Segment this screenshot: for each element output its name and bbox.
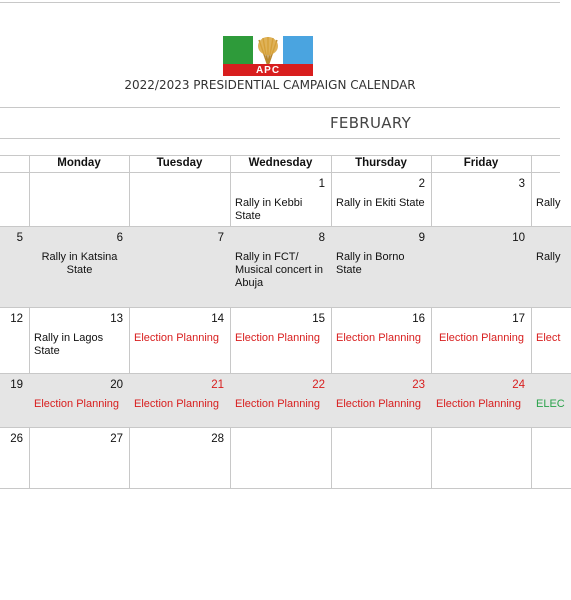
calendar-day-cell[interactable]	[431, 428, 532, 489]
day-number: 28	[211, 433, 224, 445]
calendar-day-cell[interactable]	[29, 227, 130, 308]
calendar-day-cell[interactable]	[331, 428, 432, 489]
calendar-day-cell[interactable]	[230, 308, 332, 374]
calendar-event: ELEC	[536, 398, 565, 410]
day-number: 14	[211, 313, 224, 325]
weekday-header: Friday	[463, 157, 499, 169]
weekday-header: Wednesday	[248, 157, 313, 169]
calendar-day-cell[interactable]	[29, 173, 130, 227]
calendar-event: Elect	[536, 332, 561, 344]
day-number: 5	[16, 232, 23, 244]
calendar-day-cell[interactable]	[0, 428, 30, 489]
calendar-event: Election Planning	[134, 398, 220, 410]
day-number: 7	[217, 232, 224, 244]
day-number: 23	[412, 379, 425, 391]
day-number: 8	[318, 232, 325, 244]
calendar-day-cell[interactable]	[0, 227, 30, 308]
calendar-day-cell[interactable]	[331, 227, 432, 308]
calendar-day-cell[interactable]	[129, 428, 231, 489]
header-column-divider	[531, 155, 532, 173]
day-number: 19	[10, 379, 23, 391]
day-number: 2	[418, 178, 425, 190]
calendar-day-cell[interactable]	[129, 374, 231, 428]
day-number: 12	[10, 313, 23, 325]
day-number: 1	[318, 178, 325, 190]
calendar-event: Election Planning	[34, 398, 120, 410]
calendar-day-cell[interactable]	[129, 308, 231, 374]
month-label: FEBRUARY	[330, 114, 412, 132]
day-number: 26	[10, 433, 23, 445]
calendar-day-cell[interactable]	[129, 173, 231, 227]
calendar-day-cell[interactable]	[431, 374, 532, 428]
day-number: 20	[110, 379, 123, 391]
calendar-day-cell[interactable]	[0, 374, 30, 428]
calendar-event: Election Planning	[134, 332, 220, 344]
calendar-event: Election Planning	[438, 332, 524, 344]
calendar-day-cell[interactable]	[531, 227, 571, 308]
calendar-event: Rally in Lagos State	[34, 332, 104, 357]
calendar-day-cell[interactable]	[331, 308, 432, 374]
calendar-day-cell[interactable]	[29, 374, 130, 428]
day-number: 22	[312, 379, 325, 391]
weekday-header: Tuesday	[156, 157, 203, 169]
calendar-event: Rally in Katsina State	[41, 251, 118, 276]
calendar-event: Rally in Ekiti State	[336, 197, 425, 209]
weekday-header: Monday	[57, 157, 101, 169]
calendar-event: Rally in Borno State	[336, 251, 405, 276]
calendar-event: Rally in FCT/ Musical concert in Abuja	[235, 251, 324, 289]
day-number: 9	[418, 232, 425, 244]
calendar-day-cell[interactable]	[29, 308, 130, 374]
day-number: 24	[512, 379, 525, 391]
calendar-day-cell[interactable]	[531, 374, 571, 428]
calendar-event: Election Planning	[235, 332, 321, 344]
day-number: 6	[116, 232, 123, 244]
calendar-day-cell[interactable]	[531, 173, 571, 227]
calendar-day-cell[interactable]	[0, 173, 30, 227]
calendar-day-cell[interactable]	[431, 173, 532, 227]
calendar-day-cell[interactable]	[230, 428, 332, 489]
day-number: 27	[110, 433, 123, 445]
top-divider	[0, 2, 560, 3]
calendar-day-cell[interactable]	[29, 428, 130, 489]
day-number: 21	[211, 379, 224, 391]
title-divider	[0, 107, 560, 108]
calendar-day-cell[interactable]	[331, 173, 432, 227]
calendar-event: Rally	[536, 197, 561, 209]
calendar-day-cell[interactable]	[431, 308, 532, 374]
calendar-day-cell[interactable]	[129, 227, 231, 308]
calendar-day-cell[interactable]	[230, 227, 332, 308]
calendar-event: Election Planning	[336, 332, 422, 344]
calendar-day-cell[interactable]	[230, 173, 332, 227]
calendar-day-cell[interactable]	[431, 227, 532, 308]
weekday-header: Thursday	[355, 157, 407, 169]
day-number: 15	[312, 313, 325, 325]
calendar-day-cell[interactable]	[531, 308, 571, 374]
calendar-day-cell[interactable]	[531, 428, 571, 489]
calendar-event: Rally	[536, 251, 561, 263]
month-divider	[0, 138, 560, 139]
day-number: 10	[512, 232, 525, 244]
calendar-event: Election Planning	[336, 398, 422, 410]
calendar-day-cell[interactable]	[331, 374, 432, 428]
day-number: 3	[518, 178, 525, 190]
calendar-event: Election Planning	[436, 398, 522, 410]
logo-text: APC	[255, 65, 281, 76]
calendar-event: Rally in Kebbi State	[235, 197, 303, 222]
calendar-event: Election Planning	[235, 398, 321, 410]
day-number: 17	[512, 313, 525, 325]
day-number: 13	[110, 313, 123, 325]
page-title: 2022/2023 PRESIDENTIAL CAMPAIGN CALENDAR	[124, 78, 416, 92]
day-number: 16	[412, 313, 425, 325]
calendar-day-cell[interactable]	[230, 374, 332, 428]
calendar-day-cell[interactable]	[0, 308, 30, 374]
